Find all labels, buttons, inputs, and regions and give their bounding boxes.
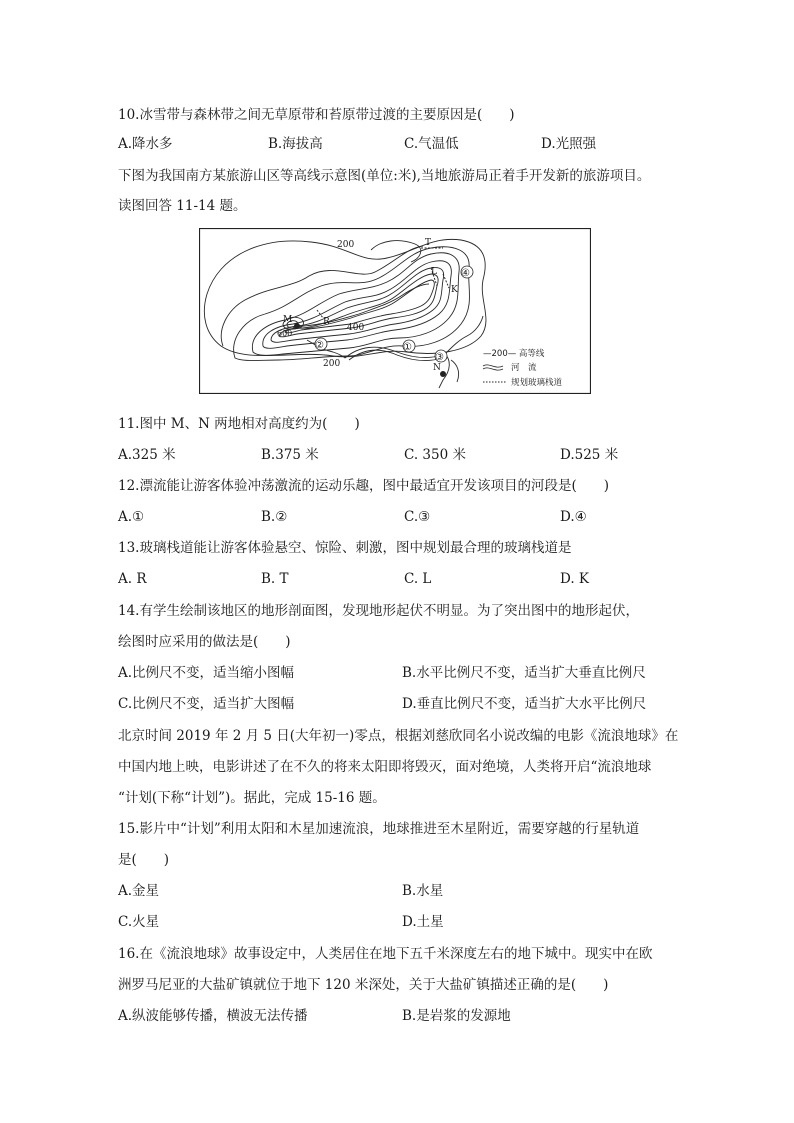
intro1-line2: 读图回答 11-14 题。: [118, 198, 247, 214]
q10-option-b: B.海拔高: [268, 136, 323, 152]
intro1-line1: 下图为我国南方某旅游山区等高线示意图(单位:米),当地旅游局正着手开发新的旅游项目。: [118, 168, 651, 184]
q15-option-d: D.土星: [402, 914, 444, 930]
q16-stem-line2: 洲罗马尼亚的大盐矿镇就位于地下 120 米深处，关于大盐矿镇描述正确的是( ): [118, 977, 609, 993]
q11-option-b: B.375 米: [261, 447, 319, 463]
q10-option-a: A.降水多: [118, 136, 173, 152]
q12-option-d: D.④: [560, 509, 587, 525]
q11-stem: 11.图中 M、N 两地相对高度约为( ): [118, 416, 360, 432]
legend-trail: 规划玻璃栈道: [511, 378, 563, 388]
intro2-line2: 中国内地上映，电影讲述了在不久的将来太阳即将毁灭，面对绝境，人类将开启“流浪地球: [118, 759, 652, 775]
q11-option-d: D.525 米: [560, 447, 619, 463]
q15-option-b: B.水星: [402, 883, 444, 899]
q14-option-c: C.比例尺不变，适当扩大图幅: [118, 696, 295, 712]
label-region-3: ③: [435, 352, 444, 363]
legend-river: 河 流: [511, 363, 537, 373]
q12-option-c: C.③: [404, 509, 431, 525]
q11-option-c: C. 350 米: [404, 447, 466, 463]
point-n: [440, 371, 446, 377]
q11-option-a: A.325 米: [118, 447, 176, 463]
q16-option-b: B.是岩浆的发源地: [402, 1008, 511, 1024]
q16-stem-line1: 16.在《流浪地球》故事设定中，人类居住在地下五千米深度左右的地下城中。现实中在欧: [118, 946, 653, 962]
q13-option-c: C. L: [404, 571, 432, 587]
q13-option-b: B. T: [261, 571, 289, 587]
q13-option-a: A. R: [118, 571, 147, 587]
q14-option-b: B.水平比例尺不变，适当扩大垂直比例尺: [402, 665, 646, 681]
label-200-bottom: 200: [323, 359, 341, 369]
q10-stem: 10.冰雪带与森林带之间无草原带和苔原带过渡的主要原因是( ): [118, 107, 515, 123]
contour-map: [199, 228, 591, 394]
q13-stem: 13.玻璃栈道能让游客体验悬空、惊险、刺激，图中规划最合理的玻璃栈道是: [118, 540, 572, 556]
label-200-top: 200: [337, 240, 355, 250]
label-r: R: [323, 317, 330, 327]
q10-option-d: D.光照强: [541, 136, 597, 152]
q15-stem-line1: 15.影片中“计划”利用太阳和木星加速流浪，地球推进至木星附近，需要穿越的行星轨道: [118, 821, 640, 837]
q15-stem-line2: 是( ): [118, 852, 170, 868]
label-400: 400: [347, 323, 365, 333]
legend-contour: —200— 高等线: [483, 349, 545, 359]
q12-option-b: B.②: [261, 509, 288, 525]
label-m: M: [283, 315, 293, 325]
point-m: [294, 323, 300, 329]
label-t: T: [425, 238, 432, 248]
q14-stem-line2: 绘图时应采用的做法是( ): [118, 634, 291, 650]
label-region-1: ①: [403, 342, 412, 353]
intro2-line1: 北京时间 2019 年 2 月 5 日(大年初一)零点，根据刘慈欣同名小说改编的电影《流浪地球》在: [118, 728, 679, 744]
q14-stem-line1: 14.有学生绘制该地区的地形剖面图，发现地形起伏不明显。为了突出图中的地形起伏，: [118, 603, 639, 619]
q16-option-a: A.纵波能够传播，横波无法传播: [118, 1008, 308, 1024]
q12-stem: 12.漂流能让游客体验冲荡激流的运动乐趣，图中最适宜开发该项目的河段是( ): [118, 478, 610, 494]
q14-option-a: A.比例尺不变，适当缩小图幅: [118, 665, 295, 681]
label-k: K: [451, 285, 458, 295]
intro2-line3: “计划(下称“计划”)。据此，完成 15-16 题。: [118, 790, 386, 806]
label-600: 600: [277, 329, 293, 338]
q12-option-a: A.①: [118, 509, 145, 525]
q15-option-a: A.金星: [118, 883, 160, 899]
label-n: N: [433, 363, 441, 373]
q10-option-c: C.气温低: [404, 136, 459, 152]
label-region-4: ④: [461, 268, 470, 279]
q13-option-d: D. K: [560, 571, 590, 587]
q15-option-c: C.火星: [118, 914, 160, 930]
label-l: L: [431, 267, 437, 277]
label-region-2: ②: [315, 340, 324, 351]
q14-option-d: D.垂直比例尺不变，适当扩大水平比例尺: [402, 696, 647, 712]
